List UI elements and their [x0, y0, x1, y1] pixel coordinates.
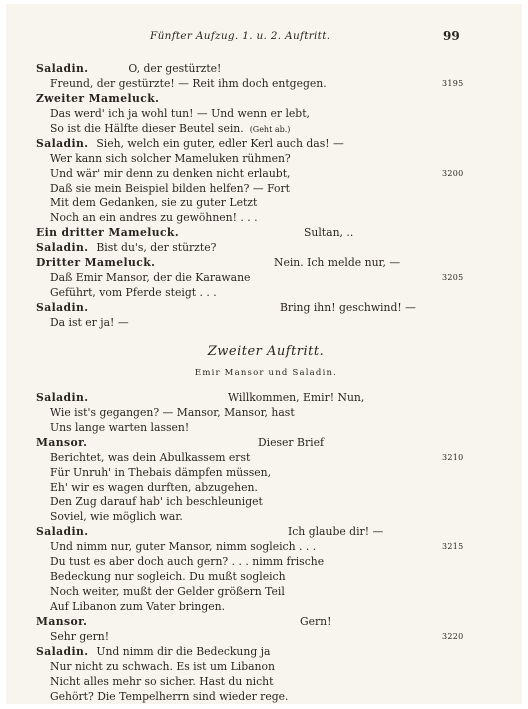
verse-line — [36, 92, 496, 107]
verse-line — [36, 167, 496, 182]
verse-text: Dieser Brief — [258, 435, 324, 449]
verse-text: Daß sie mein Beispiel bilden helfen? — Fort — [50, 181, 290, 195]
scene-2-lines — [36, 391, 496, 705]
speaker-name: Saladin. — [36, 301, 89, 314]
speaker-name: Zweiter Mameluck. — [36, 91, 160, 105]
verse-line — [36, 645, 496, 660]
verse-text: Gehört? Die Tempelherrn sind wieder rege. — [50, 689, 289, 703]
verse-line — [36, 436, 496, 451]
stage-direction: (Geht ab.) — [249, 124, 291, 134]
verse-line — [36, 555, 496, 570]
verse-text: Den Zug darauf hab' ich beschleuniget — [50, 495, 263, 509]
speaker-name: Saladin. — [36, 241, 89, 255]
verse-line — [36, 510, 496, 525]
verse-text: Nicht alles mehr so sicher. Hast du nicht — [50, 674, 274, 688]
verse-line — [36, 391, 496, 406]
verse-line — [36, 122, 496, 137]
verse-text: Mit dem Gedanken, sie zu guter Letzt — [50, 196, 258, 210]
verse-line — [36, 481, 496, 496]
verse-line — [36, 495, 496, 510]
verse-line — [36, 660, 496, 675]
verse-line — [36, 675, 496, 690]
play-text — [36, 62, 496, 705]
running-head: Fünfter Aufzug. 1. u. 2. Auftritt. — [150, 30, 331, 42]
verse-text: Sultan, .. — [304, 226, 354, 240]
verse-line — [36, 600, 496, 615]
scene-title: Zweiter Auftritt. — [207, 343, 325, 359]
verse-text: Freund, der gestürzte! — Reit ihm doch entgegen. — [50, 76, 327, 90]
verse-line — [36, 256, 496, 271]
scene-1-lines — [36, 62, 496, 331]
verse-text: Du tust es aber doch auch gern? . . . nimm frische — [50, 555, 325, 569]
verse-line — [36, 421, 496, 436]
verse-line — [36, 406, 496, 421]
verse-line — [36, 525, 496, 540]
verse-text: Willkommen, Emir! Nun, — [228, 390, 365, 404]
verse-text: So ist die Hälfte dieser Beutel sein. — [50, 121, 244, 135]
speaker-name: Saladin. — [36, 390, 89, 404]
line-number: 3220 — [442, 631, 464, 641]
verse-text: Bring ihn! geschwind! — — [280, 301, 416, 314]
verse-line — [36, 211, 496, 226]
speaker-name: Saladin. — [36, 136, 89, 150]
speaker-name: Dritter Mameluck. — [36, 256, 156, 270]
verse-line — [36, 301, 496, 316]
verse-text: Bedeckung nur sogleich. Du mußt sogleich — [50, 570, 286, 584]
verse-text: Uns lange warten lassen! — [50, 420, 190, 434]
line-number: 3205 — [442, 273, 464, 283]
verse-line — [36, 152, 496, 167]
verse-line — [36, 615, 496, 630]
verse-text: Berichtet, was dein Abulkassem erst — [50, 450, 251, 464]
verse-text: Ich glaube dir! — — [288, 525, 384, 539]
verse-text: Nein. Ich melde nur, — — [274, 256, 401, 270]
verse-text: Wer kann sich solcher Mameluken rühmen? — [50, 151, 291, 165]
verse-line — [36, 540, 496, 555]
verse-text: Für Unruh' in Thebais dämpfen müssen, — [50, 465, 272, 479]
page-header — [6, 30, 522, 46]
verse-text: Gern! — [300, 614, 332, 628]
line-number: 3200 — [442, 168, 464, 178]
speaker-name: Saladin. — [36, 62, 89, 75]
verse-text: Geführt, vom Pferde steigt . . . — [50, 286, 217, 300]
verse-text: Noch weiter, mußt der Gelder größern Teil — [50, 585, 285, 599]
verse-line — [36, 570, 496, 585]
verse-text: Wie ist's gegangen? — Mansor, Mansor, hast — [50, 405, 295, 419]
verse-line — [36, 271, 496, 286]
verse-line — [36, 630, 496, 645]
verse-text: Das werd' ich ja wohl tun! — Und wenn er lebt, — [50, 106, 310, 120]
page-number: 99 — [443, 29, 460, 43]
verse-text: Soviel, wie möglich war. — [50, 510, 183, 524]
verse-text: Sehr gern! — [50, 629, 110, 643]
verse-text: Daß Emir Mansor, der die Karawane — [50, 271, 251, 285]
verse-text: Sieh, welch ein guter, edler Kerl auch das! — — [96, 136, 344, 150]
verse-line — [36, 286, 496, 301]
line-number: 3210 — [442, 452, 464, 462]
verse-text: Da ist er ja! — — [50, 315, 129, 329]
verse-text: Und nimm dir die Bedeckung ja — [96, 644, 271, 658]
book-page — [6, 4, 522, 704]
verse-text: Eh' wir es wagen durften, abzugehen. — [50, 480, 258, 494]
verse-line — [36, 77, 496, 92]
line-number: 3195 — [442, 78, 464, 88]
verse-line — [36, 585, 496, 600]
verse-text: O, der gestürzte! — [128, 62, 222, 75]
verse-line — [36, 196, 496, 211]
verse-text: Auf Libanon zum Vater bringen. — [50, 600, 226, 613]
verse-text: Und wär' mir denn zu denken nicht erlaubt, — [50, 166, 291, 180]
verse-line — [36, 451, 496, 466]
speaker-name: Mansor. — [36, 614, 88, 628]
verse-line — [36, 137, 496, 152]
verse-line — [36, 466, 496, 481]
verse-line — [36, 107, 496, 122]
verse-line — [36, 316, 496, 331]
speaker-name: Mansor. — [36, 435, 88, 449]
verse-line — [36, 182, 496, 197]
verse-line — [36, 241, 496, 256]
verse-line — [36, 690, 496, 705]
verse-text: Und nimm nur, guter Mansor, nimm sogleich . . . — [50, 540, 317, 554]
scene-persons: Emir Mansor und Saladin. — [194, 367, 338, 378]
verse-line — [36, 62, 496, 77]
verse-line — [36, 226, 496, 241]
verse-text: Nur nicht zu schwach. Es ist um Libanon — [50, 659, 275, 673]
speaker-name: Saladin. — [36, 644, 89, 658]
verse-text: Bist du's, der stürzte? — [96, 241, 217, 255]
speaker-name: Saladin. — [36, 525, 89, 539]
speaker-name: Ein dritter Mameluck. — [36, 226, 179, 240]
line-number: 3215 — [442, 542, 464, 552]
verse-text: Noch an ein andres zu gewöhnen! . . . — [50, 211, 258, 225]
